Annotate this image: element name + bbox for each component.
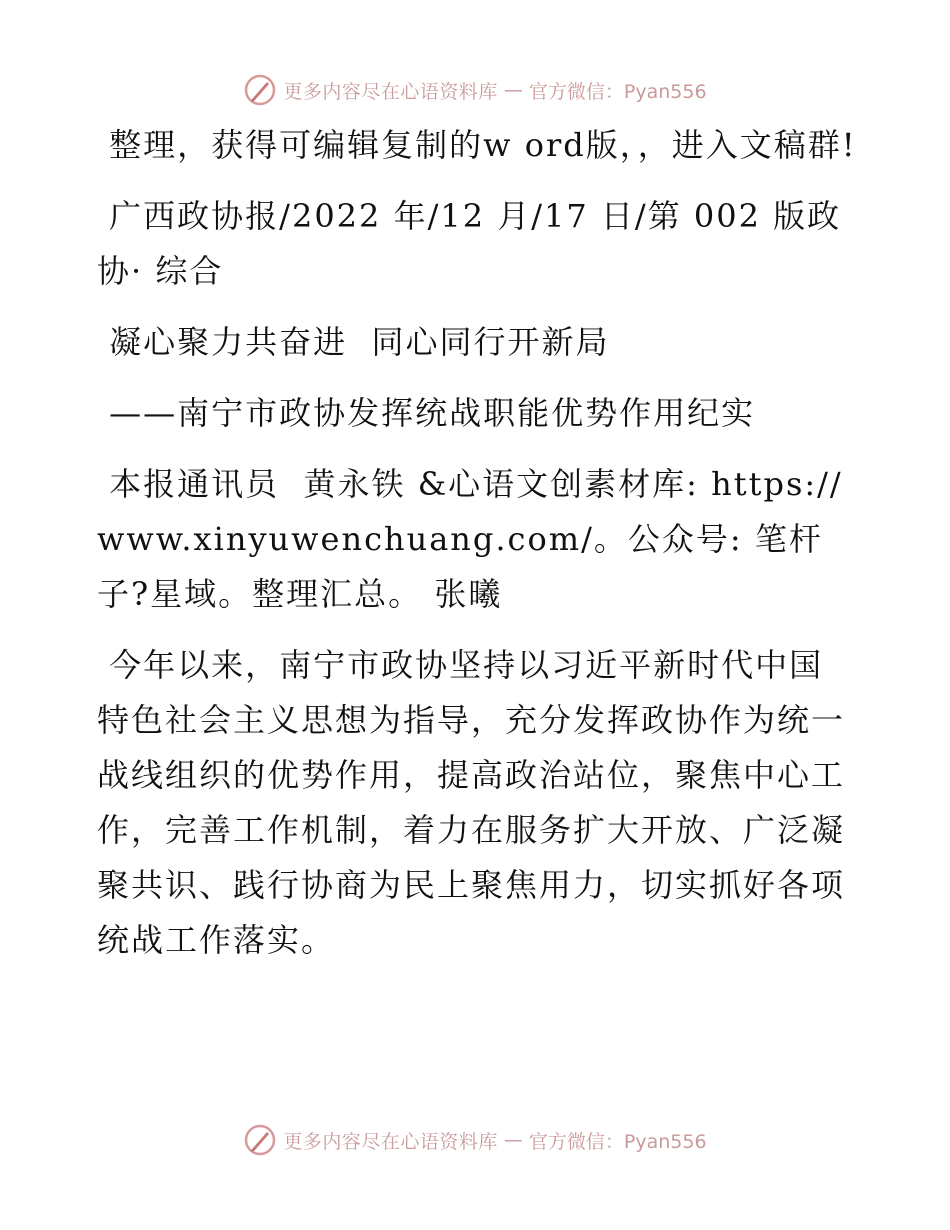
watermark-text: 更多内容尽在心语资料库: [283, 80, 498, 103]
article-lead-paragraph: 今年以来，南宁市政协坚持以习近平新时代中国特色社会主义思想为指导，充分发挥政协作为统一战线组织的优势作用，提高政治站位，聚焦中心工作，完善工作机制，着力在服务扩大开放、广泛凝聚共识、践行协商为民上聚焦用力，切实抓好各项统战工作落实。: [97, 646, 846, 959]
watermark-text: 更多内容尽在心语资料库: [283, 1130, 498, 1153]
watermark-separator: —: [503, 79, 523, 101]
paragraph-intro: 整理，获得可编辑复制的w ord版，，进入文稿群!: [97, 126, 857, 164]
quill-pen-logo-icon: [243, 1123, 277, 1157]
article-title: 凝心聚力共奋进 同心同行开新局: [97, 323, 610, 361]
document-body: [97, 118, 857, 984]
footer-watermark-banner: [0, 1120, 950, 1160]
article-subtitle: ——南宁市政协发挥统战职能优势作用纪实: [97, 394, 756, 432]
watermark-separator: —: [503, 1129, 523, 1151]
watermark-wechat: 官方微信：Pyan556: [528, 1130, 707, 1153]
article-byline: 本报通讯员 黄永铁 &心语文创素材库: https://www.xinyuwenchuang.com/。公众号: 笔杆子?星域。整理汇总。 张曦: [97, 465, 843, 613]
quill-pen-logo-icon: [243, 73, 277, 107]
header-watermark-banner: [0, 70, 950, 110]
paragraph-source: 广西政协报/2022 年/12 月/17 日/第 002 版政协· 综合: [97, 197, 842, 290]
watermark-wechat: 官方微信：Pyan556: [528, 80, 707, 103]
